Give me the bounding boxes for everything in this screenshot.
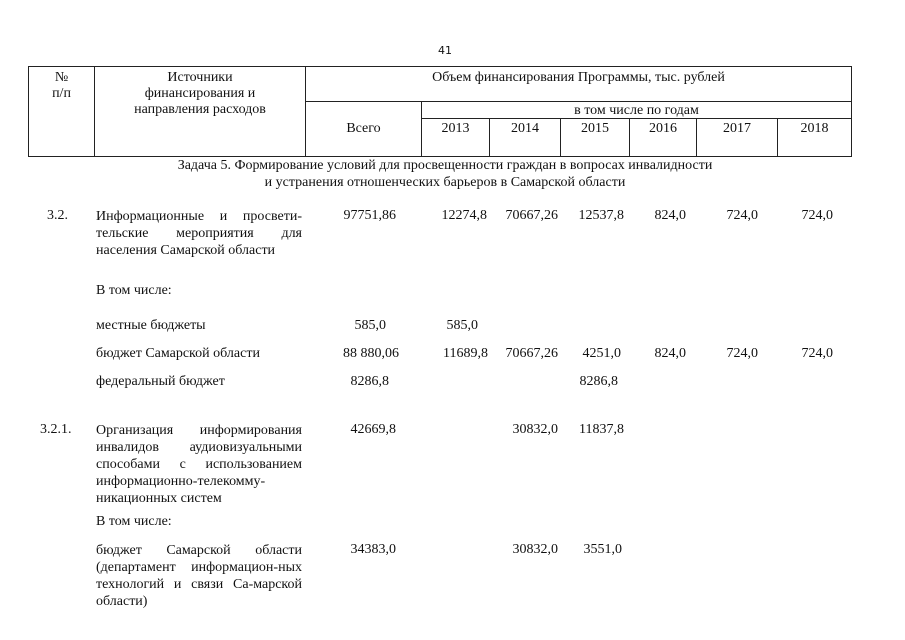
header-year-2014: 2014 — [511, 121, 539, 136]
cell-2016: 824,0 — [654, 346, 686, 361]
cell-2015: 12537,8 — [578, 208, 624, 223]
header-year-2013: 2013 — [441, 121, 470, 136]
row-number: 3.2. — [47, 208, 68, 223]
cell-2014: 70667,26 — [505, 346, 558, 361]
cell-2014: 30832,0 — [512, 542, 558, 557]
cell-2015: 3551,0 — [583, 542, 622, 557]
cell-2015: 4251,0 — [582, 346, 621, 361]
header-inner-border — [305, 101, 852, 102]
task-heading-line-2: и устранения отношенческих барьеров в Самарской области — [264, 175, 626, 190]
cell-total: 42669,8 — [350, 422, 396, 437]
header-total: Всего — [346, 121, 381, 136]
cell-total: 97751,86 — [343, 208, 396, 223]
row-name: бюджет Самарской области — [96, 346, 260, 361]
cell-2014: 70667,26 — [505, 208, 558, 223]
cell-2018: 724,0 — [801, 346, 833, 361]
cell-total: 8286,8 — [350, 374, 389, 389]
cell-2013: 11689,8 — [443, 346, 488, 361]
row-number: 3.2.1. — [40, 422, 72, 437]
cell-2016: 824,0 — [654, 208, 686, 223]
row-name: бюджет Самарской области (департамент информацион-ных технологий и связи Са-марской области) — [96, 543, 302, 609]
row-name: В том числе: — [96, 514, 172, 529]
cell-total: 585,0 — [354, 318, 386, 333]
row-name: Информационные и просвети-тельские мероприятия для населения Самарской области — [96, 209, 302, 258]
cell-total: 88 880,06 — [343, 346, 399, 361]
cell-2017: 724,0 — [726, 208, 758, 223]
header-volume-title: Объем финансирования Программы, тыс. рублей — [432, 70, 725, 85]
cell-2013: 12274,8 — [441, 208, 487, 223]
header-num-label-2: п/п — [52, 86, 71, 101]
header-year-2017: 2017 — [723, 121, 751, 136]
page-number: 41 — [438, 44, 452, 57]
header-num-label: № — [54, 70, 69, 85]
cell-2013: 585,0 — [446, 318, 478, 333]
header-year-2015: 2015 — [581, 121, 609, 136]
task-heading-line-1: Задача 5. Формирование условий для просвещенности граждан в вопросах инвалидности — [177, 158, 713, 173]
row-name: федеральный бюджет — [96, 374, 225, 389]
header-by-years: в том числе по годам — [574, 103, 699, 118]
header-source-label-3: направления расходов — [134, 102, 266, 117]
header-year-2016: 2016 — [649, 121, 677, 136]
cell-total: 34383,0 — [350, 542, 396, 557]
cell-2018: 724,0 — [801, 208, 833, 223]
cell-2015: 8286,8 — [579, 374, 618, 389]
cell-2015: 11837,8 — [579, 422, 624, 437]
header-vline — [851, 66, 852, 157]
row-name: В том числе: — [96, 283, 172, 298]
header-bottom-border — [28, 156, 852, 157]
cell-2017: 724,0 — [726, 346, 758, 361]
row-name: Организация информирования инвалидов аудиовизуальными способами с использованием информационно-телекомму-никационных систем — [96, 423, 302, 506]
header-source-label-2: финансирования и — [144, 86, 256, 101]
header-top-border — [28, 66, 852, 67]
header-year-2018: 2018 — [800, 121, 829, 136]
cell-2014: 30832,0 — [512, 422, 558, 437]
header-source-label: Источники — [167, 70, 233, 85]
row-name: местные бюджеты — [96, 318, 206, 333]
